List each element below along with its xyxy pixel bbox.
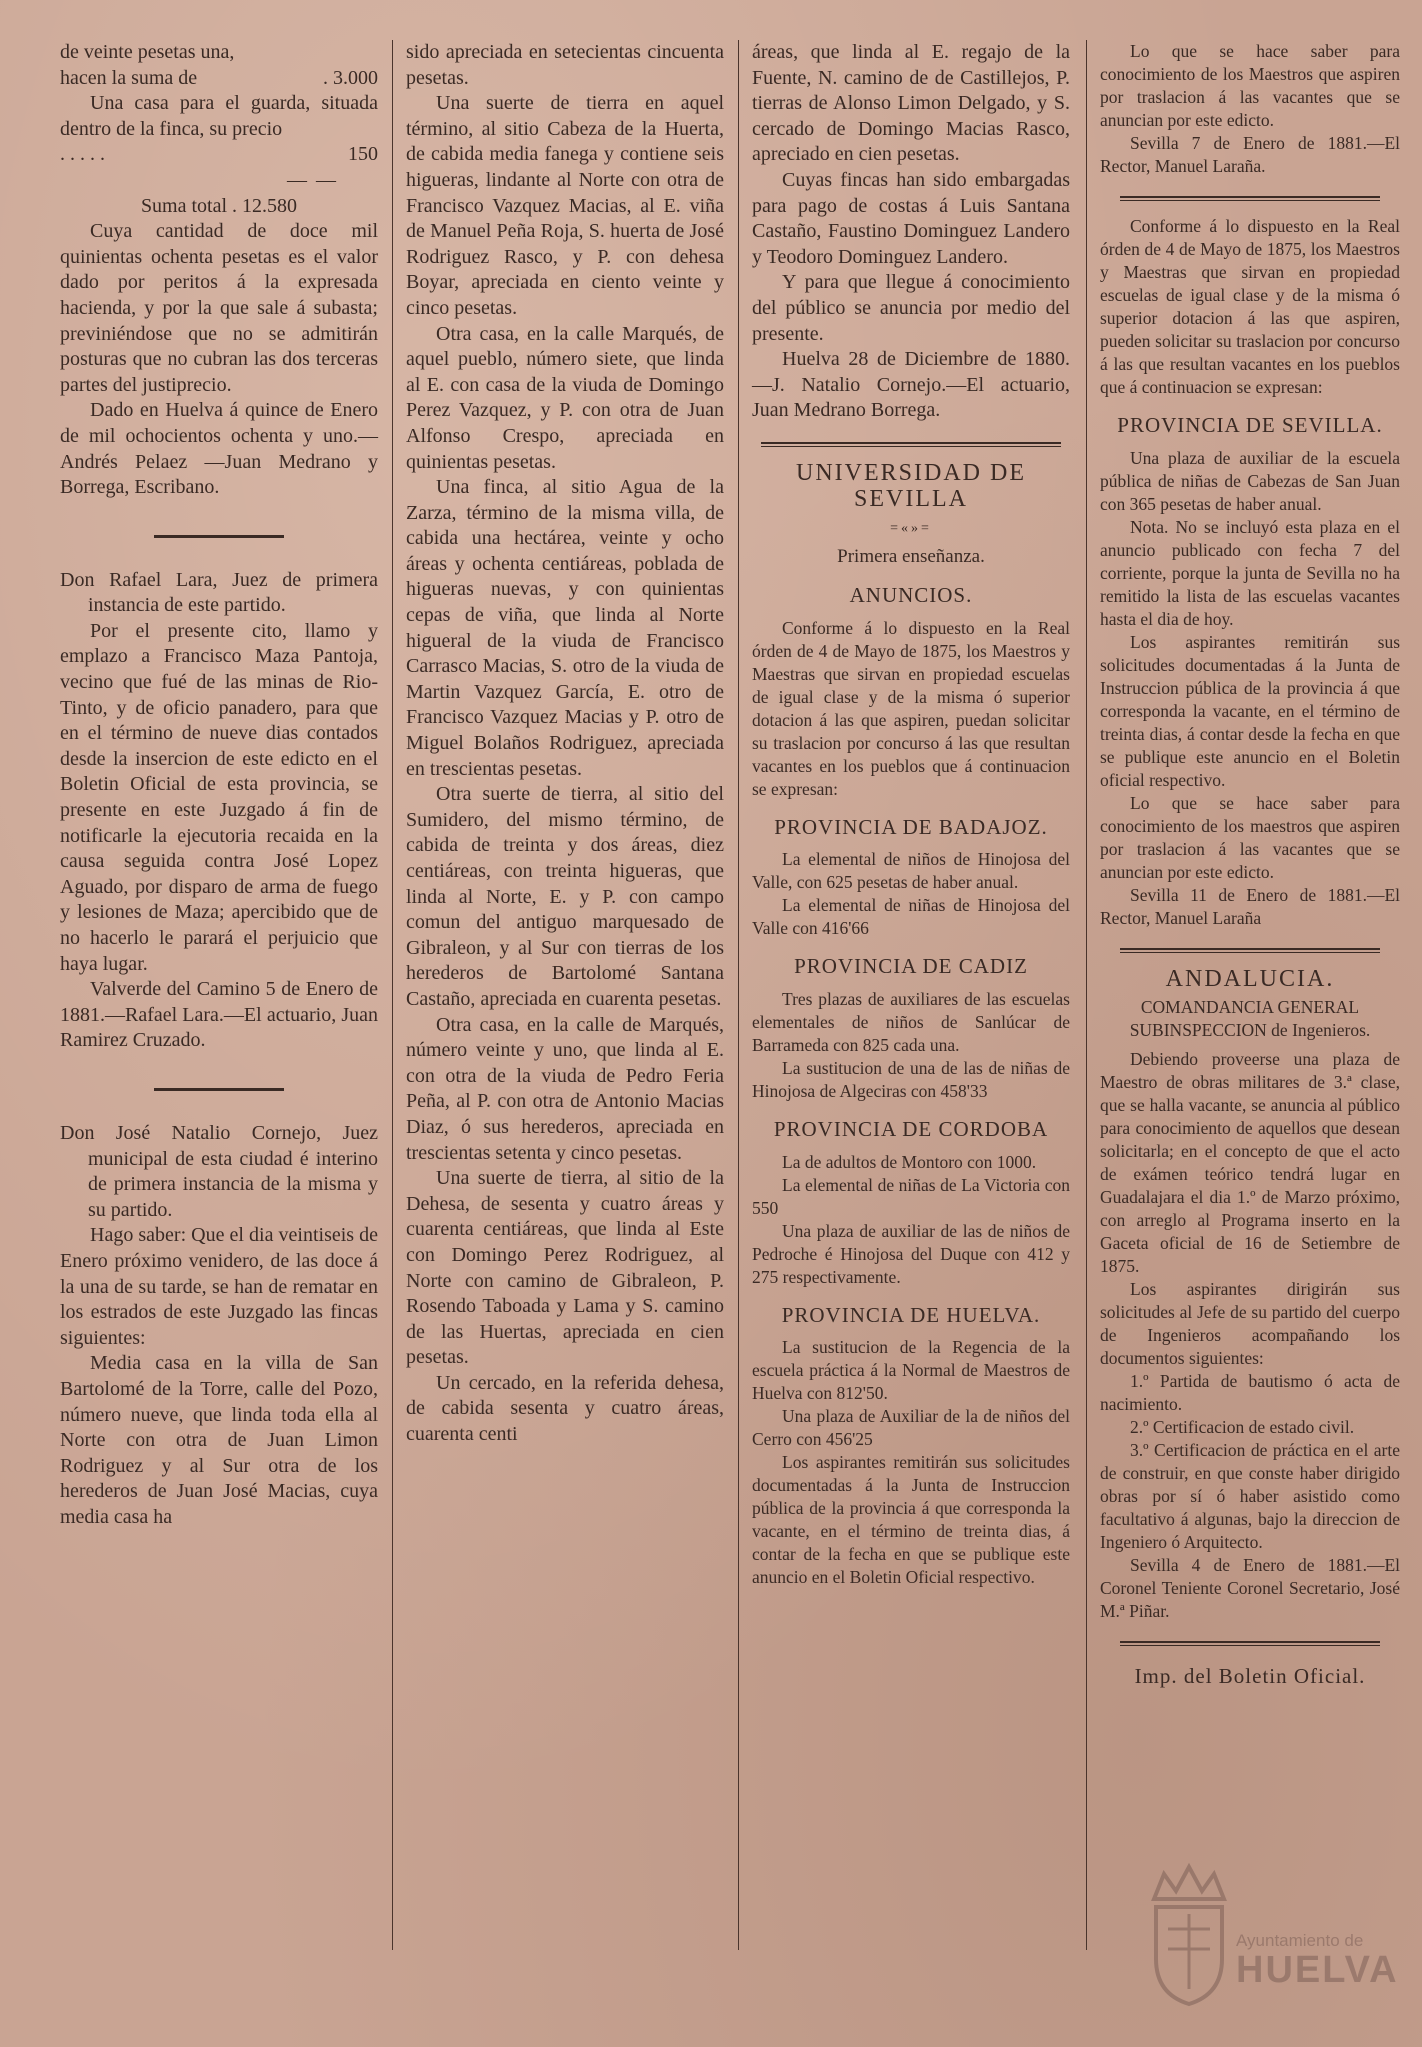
paragraph: Cuya cantidad de doce mil quinientas ochenta pesetas es el valor dado por peritos á la expresada hacienda, y por la que sale á subasta; previniéndose que no se admitirán posturas que no cubran las dos terceras partes del justiprecio. [60, 220, 378, 396]
paragraph: Un cercado, en la referida dehesa, de cabida sesenta y cuatro áreas, cuarenta centi [406, 1371, 724, 1446]
paragraph: Lo que se hace saber para conocimiento de los maestros que aspiren por traslacion á las vacantes que se anuncian por este edicto. [1100, 792, 1400, 882]
paragraph: Una casa para el guarda, situada dentro de la finca, su precio [60, 92, 378, 140]
paragraph: Media casa en la villa de San Bartolomé de la Torre, calle del Pozo, número nueve, que linda toda ella al Norte con otra de Juan Limon Rodriguez y al Sur otra de los herederos de Juan José Macias, cuya media casa ha [60, 1352, 378, 1528]
section-title: ANDALUCIA. [1165, 965, 1335, 992]
province-heading: PROVINCIA DE CADIZ [794, 954, 1028, 979]
paragraph: Otra suerte de tierra, al sitio del Sumidero, del mismo término, de cabida de treinta y dos áreas, diez centiáreas, con treinta higueras, que linda al Norte, E. y P. con campo comun del antiguo marquesado de Gibraleon, y al Sur con tierras de los herederos de Bartolomé Santana Castaño, apreciada en cuarenta pesetas. [406, 783, 724, 1010]
notice-heading: Don José Natalio Cornejo, Juez municipal de esta ciudad é interino de primera instancia de la misma y su partido. [60, 1121, 378, 1221]
signature: Sevilla 4 de Enero de 1881.—El Coronel Teniente Coronel Secretario, José M.ª Piñar. [1100, 1555, 1400, 1622]
paragraph: Una plaza de auxiliar de la escuela pública de niñas de Cabezas de San Juan con 365 pesetas de haber anual. [1100, 447, 1400, 514]
crown-shield-icon [1144, 1859, 1234, 2009]
printer-imprint: Imp. del Boletin Oficial. [1134, 1664, 1366, 1689]
section-title: UNIVERSIDAD DE SEVILLA [796, 459, 1026, 512]
paragraph: Hago saber: Que el dia veintiseis de Enero próximo venidero, de las doce á la una de su tarde, se han de rematar en los estrados de este Juzgado las fincas siguientes: [60, 1224, 378, 1349]
province-heading: PROVINCIA DE SEVILLA. [1117, 413, 1383, 437]
double-rule [1120, 1641, 1380, 1646]
paragraph: Nota. No se incluyó esta plaza en el anuncio publicado con fecha 7 del corriente, porque la junta de Sevilla no ha remitido la lista de las escuelas vacantes hasta el dia de hoy. [1100, 516, 1400, 629]
price-line: . . . . . 150 [60, 143, 378, 166]
paragraph: áreas, que linda al E. regajo de la Fuente, N. camino de de Castillejos, P. tierras de Alonso Limon Delgado, y S. cercado de Domingo Macias Rasco, apreciado en cien pesetas. [752, 41, 1070, 166]
paragraph: Una suerte de tierra en aquel término, al sitio Cabeza de la Huerta, de cabida media fanega y contiene seis higueras, lindante al Norte con otra de Francisco Vazquez Macias, al E. viña de Manuel Peña Roja, S. huerta de José Rodriguez Rasco, y P. con dehesa Boyar, apreciada en ciento veinte y cinco pesetas. [406, 92, 724, 319]
paragraph: Tres plazas de auxiliares de las escuelas elementales de niños de Sanlúcar de Barrameda con 825 cada una. [752, 989, 1070, 1056]
list-item: 1.º Partida de bautismo ó acta de nacimiento. [1100, 1371, 1400, 1415]
paragraph: Una plaza de auxiliar de las de niños de Pedroche é Hinojosa del Duque con 412 y 275 respectivamente. [752, 1220, 1070, 1287]
subtitle: Primera enseñanza. [837, 545, 985, 567]
separator [154, 1088, 284, 1091]
column-2 [406, 40, 724, 1448]
double-rule [1120, 948, 1380, 953]
paragraph: Los aspirantes remitirán sus solicitudes documentadas á la Junta de Instruccion pública de la provincia á que corresponda la vacante, en el término de treinta dias, á contar de la fecha en que se publique este anuncio en el Boletin Oficial respectivo. [752, 1452, 1070, 1588]
separator [154, 535, 284, 538]
paragraph: Y para que llegue á conocimiento del público se anuncia por medio del presente. [752, 271, 1070, 345]
double-rule [1120, 196, 1380, 201]
column-1 [60, 40, 378, 1530]
total-line: Suma total . 12.580 [140, 194, 298, 217]
announcements-heading: ANUNCIOS. [849, 583, 973, 608]
text-line: de veinte pesetas una, [60, 41, 235, 63]
seal-caption: Ayuntamiento de [1236, 1931, 1364, 1950]
list-item: 3.º Certificacion de práctica en el arte de construir, en que conste haber dirigido obras por sí ó haber asistido como facultativo á algunas, bajo la direccion de Ingeniero ó Arquitecto. [1100, 1440, 1400, 1553]
list-item: 2.º Certificacion de estado civil. [1130, 1417, 1355, 1438]
paragraph: La elemental de niños de Hinojosa del Valle, con 625 pesetas de haber anual. [752, 849, 1070, 893]
price-line: hacen la suma de . 3.000 [60, 66, 378, 89]
paragraph: sido apreciada en setecientas cincuenta pesetas. [406, 41, 724, 89]
subtitle: COMANDANCIA GENERAL SUBINSPECCION de Ingenieros. [1129, 997, 1371, 1041]
newspaper-page [40, 40, 1400, 2000]
paragraph: Los aspirantes remitirán sus solicitudes documentadas á la Junta de Instruccion pública de la provincia á que corresponda la vacante, en el término de treinta dias, á contar desde la fecha en que se publique este anuncio en el Boletin oficial respectivo. [1100, 631, 1400, 790]
province-heading: PROVINCIA DE CORDOBA [773, 1117, 1049, 1142]
dash-line: — — [287, 168, 338, 191]
paragraph: La sustitucion de una de las de niñas de Hinojosa de Algeciras con 458'33 [752, 1058, 1070, 1102]
paragraph: Lo que se hace saber para conocimiento de los Maestros que aspiren por traslacion á las vacantes que se anuncian por este edicto. [1100, 41, 1400, 130]
notice-heading: Don Rafael Lara, Juez de primera instancia de este partido. [60, 568, 378, 617]
paragraph: Otra casa, en la calle de Marqués, número veinte y uno, que linda al E. con otra de la viuda de Pedro Feria Peña, al P. con otra de Antonio Macias Diaz, ó sus herederos, apreciada en trescientas setenta y cinco pesetas. [406, 1013, 724, 1164]
paragraph: Por el presente cito, llamo y emplazo a Francisco Maza Pantoja, vecino que fué de las minas de Rio-Tinto, y de oficio panadero, para que en el término de nueve dias contados desde la insercion de este edicto en el Boletin Oficial de esta provincia, se presente en este Juzgado á fin de notificarle la ejecutoria recaida en la causa seguida contra José Lopez Aguado, por disparo de arma de fuego y lesiones de Maza; apercibido que de no hacerlo le parará el perjuicio que haya lugar. [60, 619, 378, 975]
column-rule [1086, 40, 1087, 1950]
paragraph: La de adultos de Montoro con 1000. [782, 1151, 1037, 1172]
paragraph: Dado en Huelva á quince de Enero de mil ochocientos ochenta y uno.—Andrés Pelaez —Juan Medrano y Borrega, Escribano. [60, 399, 378, 499]
double-rule [761, 442, 1061, 447]
paragraph: Una plaza de Auxiliar de la de niños del Cerro con 456'25 [752, 1406, 1070, 1450]
watermark-seal [1144, 1859, 1399, 2009]
column-rule [392, 40, 393, 1950]
paragraph: Otra casa, en la calle Marqués, de aquel pueblo, número siete, que linda al E. con casa de la viuda de Domingo Perez Vazquez, y P. con otra de Juan Alfonso Crespo, apreciada en quinientas pesetas. [406, 322, 724, 473]
province-heading: PROVINCIA DE HUELVA. [781, 1302, 1041, 1327]
paragraph: La sustitucion de la Regencia de la escuela práctica á la Normal de Maestros de Huelva con 812'50. [752, 1337, 1070, 1404]
paragraph: Cuyas fincas han sido embargadas para pago de costas á Luis Santana Castaño, Faustino Dominguez Landero y Teodoro Dominguez Landero. [752, 168, 1070, 268]
paragraph: Conforme á lo dispuesto en la Real órden de 4 de Mayo de 1875, los Maestros y Maestras que sirvan en propiedad escuelas de igual clase y de la misma ó superior dotacion á las que aspiren, pueden solicitar su traslacion por concurso á las que resultan vacantes en los pueblos que á continuacion se expresan: [1100, 216, 1400, 397]
paragraph: Una finca, al sitio Agua de la Zarza, término de la misma villa, de cabida una hectárea, veinte y ocho áreas y ochenta centiáreas, poblada de higueras nuevas, y con quinientas cepas de viña, que linda al Norte higueral de la viuda de Francisco Carrasco Macias, S. otro de la viuda de Martin Vazquez García, E. otro de Francisco Vazquez Macias y P. otro de Miguel Bolaños Rodriguez, apreciada en trescientas pesetas. [406, 476, 724, 780]
paragraph: Sevilla 7 de Enero de 1881.—El Rector, Manuel Laraña. [1100, 133, 1400, 176]
paragraph: Conforme á lo dispuesto en la Real órden de 4 de Mayo de 1875, los Maestros y Maestras que sirvan en propiedad escuelas de igual clase y de la misma ó superior dotacion á las que aspiren, puedan solicitar su traslacion por concurso á las que resultan vacantes en los pueblos que á continuacion se expresan: [752, 617, 1070, 799]
paragraph: Valverde del Camino 5 de Enero de 1881.—Rafael Lara.—El actuario, Juan Ramirez Cruzado. [60, 978, 378, 1052]
ornament: =«»= [890, 521, 932, 537]
column-rule [738, 40, 739, 1950]
paragraph: La elemental de niñas de Hinojosa del Valle con 416'66 [752, 895, 1070, 939]
paragraph: Huelva 28 de Diciembre de 1880.—J. Natalio Cornejo.—El actuario, Juan Medrano Borrega. [752, 348, 1070, 422]
paragraph: La elemental de niñas de La Victoria con 550 [752, 1174, 1070, 1218]
paragraph: Una suerte de tierra, al sitio de la Dehesa, de sesenta y cuatro áreas y cuarenta centiáreas, que linda al Este con Domingo Perez Rodriguez, al Norte con camino de Gibraleon, P. Rosendo Taboada y Lama y S. camino de las Huertas, apreciada en cien pesetas. [406, 1167, 724, 1369]
signature: Sevilla 11 de Enero de 1881.—El Rector, Manuel Laraña [1100, 884, 1400, 928]
column-4 [1100, 40, 1400, 1690]
column-3 [752, 40, 1070, 1589]
paragraph: Debiendo proveerse una plaza de Maestro de obras militares de 3.ª clase, que se halla vacante, se anuncia al público para conocimiento de aquellos que desean solicitarla; en el concepto de que el acto de exámen teórico tendrá lugar en Guadalajara el dia 1.º de Marzo próximo, con arreglo al Programa inserto en la Gaceta oficial de 16 de Setiembre de 1875. [1100, 1049, 1400, 1277]
paragraph: Los aspirantes dirigirán sus solicitudes al Jefe de su partido del cuerpo de Ingenieros acompañando los documentos siguientes: [1100, 1279, 1400, 1369]
province-heading: PROVINCIA DE BADAJOZ. [774, 814, 1048, 839]
seal-name: HUELVA [1236, 1949, 1399, 1991]
